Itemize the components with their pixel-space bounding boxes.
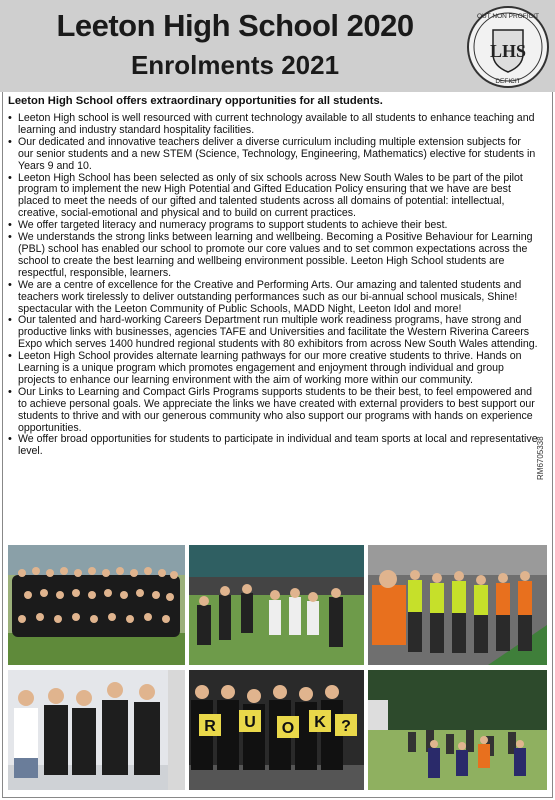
content-body: [8, 95, 538, 458]
list-item: • We offer targeted literacy and numeracy programs to support students to achieve their best.: [8, 220, 538, 232]
list-item: • Our dedicated and innovative teachers deliver a diverse curriculum including multiple extension subjects for our senior students and a new STEM (Science, Technology, Engineering, Mathematics) elective for students in Years 9 and 10.: [8, 137, 538, 173]
reference-code: RM6705338: [536, 436, 545, 480]
crest-letters: LHS: [489, 41, 527, 61]
header-banner: [0, 0, 555, 92]
sign-letter: O: [281, 720, 295, 737]
sign-letter: K: [314, 714, 326, 731]
sign-letter: U: [244, 714, 256, 731]
list-item: • We understands the strong links between learning and wellbeing. Becoming a Positive Behaviour for Learning (PBL) school has enabled our school to promote our core values and to set common expectations across the school to create the best learning and wellbeing environment possible. Leeton High School students are respectful, responsible, learners.: [8, 232, 538, 280]
photo-ruok-day: [189, 670, 364, 790]
school-crest-logo: [465, 4, 551, 90]
photo-sports-field: [189, 545, 364, 665]
list-item: • We offer broad opportunities for students to participate in individual and team sports at local and representative level.: [8, 434, 538, 458]
list-item: • Leeton High School provides alternate learning pathways for our more creative students to thrive. Hands on Learning is a unique program which promotes engagement and enjoyment through individual and group projects to enhance our learning environment with the aim of working more within our community.: [8, 351, 538, 387]
crest-motto-top: OUT NON PROFICIT: [477, 13, 539, 20]
list-item: • Leeton High School has been selected as only of six schools across New South Wales to be part of the pilot program to implement the new High Potential and Gifted Education Policy ensuring that we have are best placed to meet the needs of our gifted and talented students across all domains of potential: intellectual, creative, social-emotional and physical and to build on current practices.: [8, 173, 538, 221]
photo-school-captains: [8, 670, 185, 790]
page-subtitle: Enrolments 2021: [130, 50, 340, 80]
list-item: • Our Links to Learning and Compact Girls Programs supports students to be their best, to feel empowered and to achieve personal goals. We appreciate the links we have created with external providers to best support our students to thrive and with our generous community who also support our programs with hands on experience opportunities.: [8, 387, 538, 435]
opportunities-list: [8, 113, 538, 458]
photo-careers-expo: [368, 545, 547, 665]
crest-motto-bottom: DEFICIT: [495, 78, 521, 85]
intro-heading: Leeton High School offers extraordinary opportunities for all students.: [8, 95, 383, 107]
list-item: • We are a centre of excellence for the Creative and Performing Arts. Our amazing and talented students and teachers work tirelessly to deliver outstanding performances such as our bi-annual school musicals, Shine! spectacular with the Leeton Community of Public Schools, MADD Night, Leeton Idol and more!: [8, 280, 538, 316]
photo-group-students: [8, 545, 185, 665]
sign-letter: R: [204, 718, 216, 735]
page-title: Leeton High School 2020: [56, 8, 414, 43]
sign-letter: ?: [341, 718, 351, 735]
photo-cross-country: [368, 670, 547, 790]
list-item: • Leeton High school is well resourced with current technology available to all students to enhance teaching and learning and industry standard hospitality facilities.: [8, 113, 538, 137]
list-item: • Our talented and hard-working Careers Department run multiple work readiness programs, have strong and productive links with businesses, agencies TAFE and Universities and facilitate the Western Riverina Careers Expo which serves 1400 hundred regional students with 80 exhibitors from across New South Wales attending.: [8, 315, 538, 351]
